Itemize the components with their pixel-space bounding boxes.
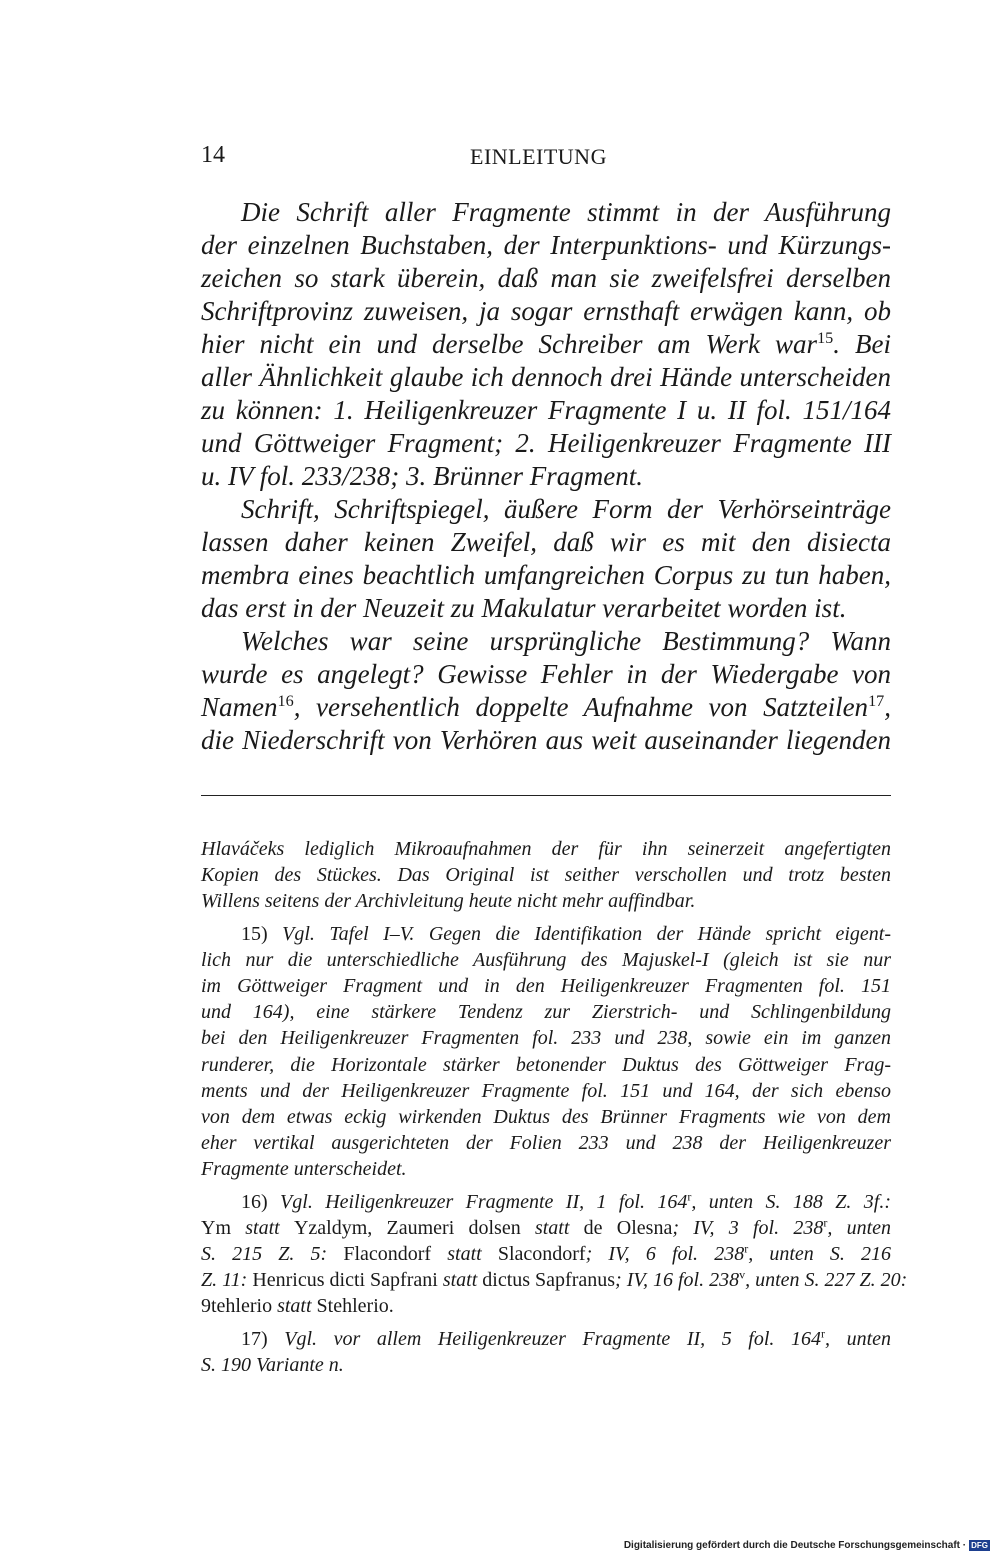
text-line: Welches war seine ursprüngliche Bestimmung? Wann	[241, 626, 891, 656]
text-line: zeichen so stark überein, daß man sie zweifelsfrei derselben	[201, 263, 891, 293]
text-line: membra eines beachtlich umfangreichen Corpus zu tun haben,	[201, 560, 891, 590]
footnotes	[201, 836, 908, 1384]
text-line: die Niederschrift von Verhören aus weit auseinander liegenden	[201, 725, 891, 755]
text-line: zu können: 1. Heiligenkreuzer Fragmente I u. II fol. 151/164	[201, 395, 891, 425]
footnote-divider	[201, 795, 891, 796]
page-number: 14	[201, 142, 225, 168]
footnote-ref: 17	[868, 692, 885, 710]
text-line: wurde es angelegt? Gewisse Fehler in der Wiedergabe von	[201, 659, 891, 689]
digitization-note: Digitalisierung gefördert durch die Deutsche Forschungsgemeinschaft · DFG	[623, 1540, 988, 1552]
footnote-17: 17) Vgl. vor allem Heiligenkreuzer Fragmente II, 5 fol. 164$^r$, unten S. 190 Variante n.	[201, 1326, 892, 1376]
text-line: lassen daher keinen Zweifel, daß wir es mit den disiecta	[201, 527, 891, 557]
text-line: aller Ähnlichkeit glaube ich dennoch drei Hände unterscheiden	[201, 362, 891, 392]
footnote-continuation: Hlaváčeks lediglich Mikroaufnahmen der für ihn seinerzeit angefertigten Kopien des Stückes. Das Original ist seither verschollen und trotz besten Willens seitens der Archivleitung heute nicht mehr auffindbar.	[201, 838, 891, 913]
text-line: Schriftprovinz zuweisen, ja sogar ernsthaft erwägen kann, ob	[201, 296, 891, 326]
footnote-16: 16) Vgl. Heiligenkreuzer Fragmente II, 1 fol. 164$^r$, unten S. 188 Z. 3f.: Ym statt Yzaldym, Zaumeri dolsen statt de Olesna; IV, 3 fol. 238$^r$, unten S. 215 Z. 5: Flacondorf statt Slacondorf; IV, 6 fol. 238$^r$, unten S. 216 Z. 11: Henricus dicti Sapfrani statt dictus Sapfranus; IV, 16 fol. 238$^v$, unten S. 227 Z. 20: 9tehlerio statt Stehlerio.	[201, 1188, 908, 1318]
dfg-logo: DFG	[971, 1541, 988, 1550]
footnote-ref: 16	[277, 692, 294, 710]
footnote-ref: 15	[817, 329, 834, 347]
main-text	[201, 196, 891, 757]
running-head: EINLEITUNG	[470, 144, 607, 169]
text-line: Namen$^{16}$, versehentlich doppelte Aufnahme von Satzteilen$^{17}$,	[201, 692, 891, 722]
footnote-15: 15) Vgl. Tafel I–V. Gegen die Identifikation der Hände spricht eigent- lich nur die unterschiedliche Ausführung des Majuskel-I (gleich ist sie nur im Göttweiger Fragment und in den Heiligenkreuzer Fragmenten fol. 151 und 164), eine stärkere Tendenz zur Zierstrich- und Schlingenbildung bei den Heiligenkreuzer Fragmenten fol. 233 und 238, sowie ein im ganzen runderer, die Horizontale stärker betonender Duktus des Göttweiger Frag- ments und der Heiligenkreuzer Fragmente fol. 151 und 164, der sich ebenso von dem etwas eckig wirkenden Duktus des Brünner Fragments wie von dem eher vertikal ausgerichteten der Folien 233 und 238 der Heiligenkreuzer Fragmente unterscheidet.	[201, 922, 891, 1181]
text-line: das erst in der Neuzeit zu Makulatur verarbeitet worden ist.	[201, 593, 847, 623]
text-line: und Göttweiger Fragment; 2. Heiligenkreuzer Fragmente III	[201, 428, 891, 458]
text-line: Die Schrift aller Fragmente stimmt in der Ausführung	[241, 197, 891, 227]
text-line: der einzelnen Buchstaben, der Interpunktions- und Kürzungs-	[201, 230, 891, 260]
text-line: Schrift, Schriftspiegel, äußere Form der Verhörseinträge	[241, 494, 891, 524]
text-line: u. IV fol. 233/238; 3. Brünner Fragment.	[201, 461, 643, 491]
text-line: hier nicht ein und derselbe Schreiber am Werk war$^{15}$. Bei	[201, 329, 891, 359]
